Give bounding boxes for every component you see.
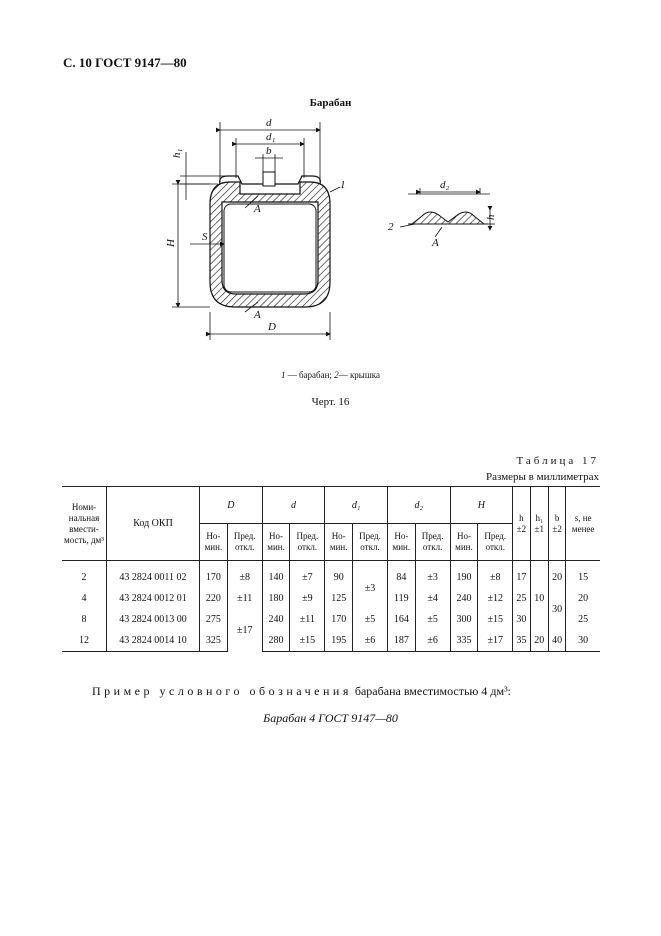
label-2: 2 <box>388 221 394 233</box>
cell-s: 20 <box>566 588 600 609</box>
example-lead: Пример условного обозначения <box>92 684 352 698</box>
cell-s: 25 <box>566 609 600 630</box>
cell-D: 275 <box>200 609 228 630</box>
label-D: D <box>268 321 276 333</box>
cell-H: 335 <box>450 630 478 652</box>
drum-technical-drawing <box>150 112 510 362</box>
cell-h1: 10 <box>530 561 548 631</box>
cell-d2: 84 <box>387 561 415 589</box>
cell-d: 180 <box>262 588 290 609</box>
cell-d1: 125 <box>325 588 353 609</box>
cell-d2: 119 <box>387 588 415 609</box>
cell-D-tol: ±8 <box>227 561 262 589</box>
cell-d2: 164 <box>387 609 415 630</box>
label-A-top: A <box>254 203 261 215</box>
cell-D: 220 <box>200 588 228 609</box>
label-A-bottom: A <box>254 309 261 321</box>
cell-okp: 43 2824 0014 10 <box>107 630 200 652</box>
cell-d-tol: ±7 <box>290 561 325 589</box>
cell-H-tol: ±15 <box>478 609 513 630</box>
table-title: Таблица 17 <box>516 455 599 467</box>
cell-capacity: 8 <box>62 609 107 630</box>
cell-h1: 20 <box>530 630 548 652</box>
designation: Барабан 4 ГОСТ 9147—80 <box>263 711 398 725</box>
cell-H: 300 <box>450 609 478 630</box>
label-d1: d₁ <box>266 131 276 143</box>
cell-d2-tol: ±3 <box>415 561 450 589</box>
header-d2: d₂ <box>414 499 423 511</box>
cell-s: 30 <box>566 630 600 652</box>
header-d1: d₁ <box>351 499 361 511</box>
label-h1: h₁ <box>171 148 183 158</box>
header-tol: Пред. откл. <box>478 524 513 561</box>
cell-D: 325 <box>200 630 228 652</box>
header-d: d <box>290 499 296 511</box>
cell-h: 17 <box>513 561 530 589</box>
cell-capacity: 4 <box>62 588 107 609</box>
table-row <box>62 609 600 630</box>
header-okp: Код ОКП <box>107 487 200 561</box>
label-d2: d₂ <box>440 179 450 191</box>
cell-H-tol: ±8 <box>478 561 513 589</box>
cell-d1: 195 <box>325 630 353 652</box>
lid-section <box>408 212 488 224</box>
cell-okp: 43 2824 0012 01 <box>107 588 200 609</box>
header-h1: h₁ ±1 <box>530 487 548 561</box>
cell-H: 190 <box>450 561 478 589</box>
cell-D-tol: ±17 <box>227 609 262 652</box>
cell-b: 40 <box>549 630 566 652</box>
header-nom: Но-мин. <box>262 524 290 561</box>
label-b: b <box>266 145 272 157</box>
cell-b: 30 <box>549 588 566 630</box>
cell-d2-tol: ±6 <box>415 630 450 652</box>
cell-h: 35 <box>513 630 530 652</box>
header-s: s, не менее <box>566 487 600 561</box>
cell-H-tol: ±12 <box>478 588 513 609</box>
designation-example <box>92 684 511 699</box>
cell-d2-tol: ±5 <box>415 609 450 630</box>
figure-legend <box>0 370 661 380</box>
header-D: D <box>227 499 235 511</box>
legend-drum: — барабан; <box>285 370 335 380</box>
figure-title: Барабан <box>309 97 352 109</box>
header-h: h ±2 <box>513 487 530 561</box>
header-capacity: Номи-нальная вмести-мость, дм³ <box>62 487 107 561</box>
cell-d1-tol: ±5 <box>353 609 388 630</box>
cell-H: 240 <box>450 588 478 609</box>
header-nom: Но-мин. <box>325 524 353 561</box>
cell-d-tol: ±15 <box>290 630 325 652</box>
table-units: Размеры в миллиметрах <box>486 471 599 483</box>
cell-d1-tol: ±3 <box>353 561 388 610</box>
cell-H-tol: ±17 <box>478 630 513 652</box>
header-nom: Но-мин. <box>387 524 415 561</box>
cell-d: 280 <box>262 630 290 652</box>
cell-capacity: 2 <box>62 561 107 589</box>
cell-d2-tol: ±4 <box>415 588 450 609</box>
header-tol: Пред. откл. <box>415 524 450 561</box>
cell-d2: 187 <box>387 630 415 652</box>
cell-d1: 90 <box>325 561 353 589</box>
legend-num-1: 1 <box>280 370 286 380</box>
label-s: S <box>202 231 208 243</box>
cell-D: 170 <box>200 561 228 589</box>
cell-d-tol: ±11 <box>290 609 325 630</box>
cell-D-tol: ±11 <box>227 588 262 609</box>
header-b: b ±2 <box>549 487 566 561</box>
label-H: H <box>165 239 177 247</box>
legend-lid: — крышка <box>338 370 381 380</box>
header-nom: Но-мин. <box>450 524 478 561</box>
header-tol: Пред. откл. <box>227 524 262 561</box>
label-h: h <box>485 214 497 220</box>
cell-d: 240 <box>262 609 290 630</box>
drum-body <box>210 172 330 307</box>
cell-h: 25 <box>513 588 530 609</box>
header-tol: Пред. откл. <box>353 524 388 561</box>
cell-capacity: 12 <box>62 630 107 652</box>
header-tol: Пред. откл. <box>290 524 325 561</box>
legend-num-2: 2 <box>334 370 339 380</box>
cell-okp: 43 2824 0011 02 <box>107 561 200 589</box>
label-1: 1 <box>340 179 346 191</box>
table-row <box>62 588 600 609</box>
cell-d: 140 <box>262 561 290 589</box>
label-d: d <box>266 117 272 129</box>
header-nom: Но-мин. <box>200 524 228 561</box>
cell-h: 30 <box>513 609 530 630</box>
example-text: барабана вместимостью 4 дм³: <box>351 684 512 698</box>
cell-okp: 43 2824 0013 00 <box>107 609 200 630</box>
table-row <box>62 630 600 652</box>
page-header: С. 10 ГОСТ 9147—80 <box>63 55 187 70</box>
cell-d1-tol: ±6 <box>353 630 388 652</box>
table-row <box>62 561 600 589</box>
cell-d1: 170 <box>325 609 353 630</box>
cell-s: 15 <box>566 561 600 589</box>
figure-caption: Черт. 16 <box>311 396 350 408</box>
cell-d-tol: ±9 <box>290 588 325 609</box>
dimensions-table <box>62 486 600 652</box>
header-H: H <box>477 499 485 511</box>
label-A-lid: A <box>432 237 439 249</box>
cell-b: 20 <box>549 561 566 589</box>
